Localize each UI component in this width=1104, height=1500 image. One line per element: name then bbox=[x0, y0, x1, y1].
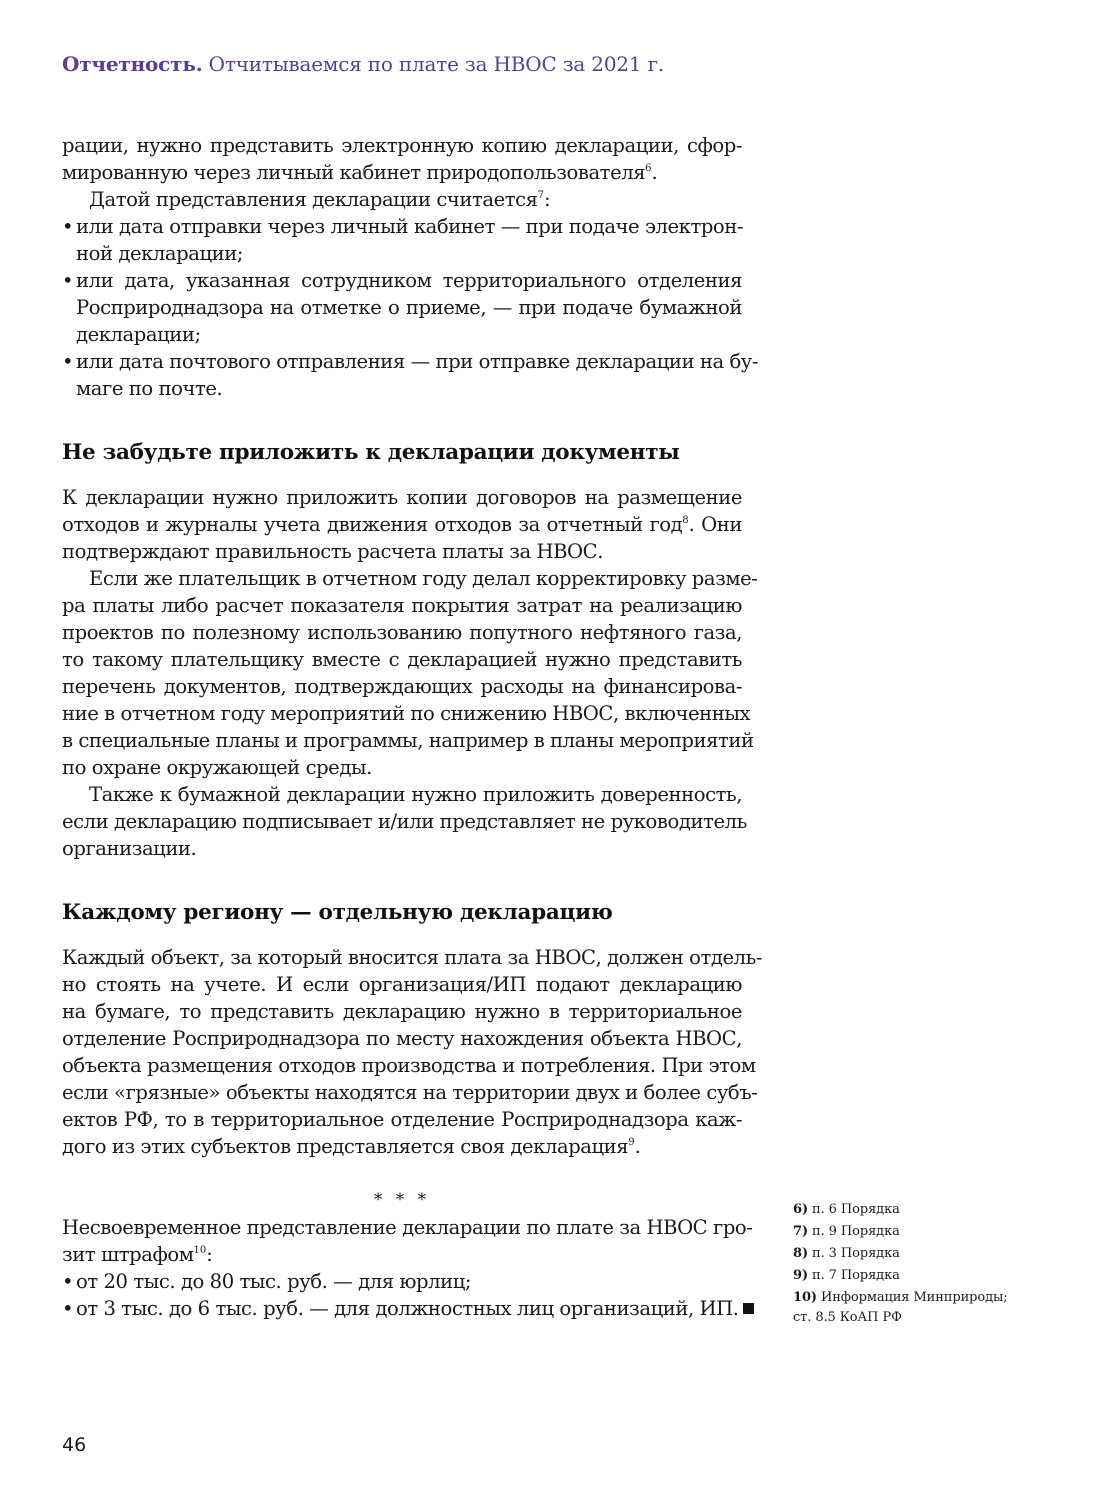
bullet-icon: • bbox=[62, 350, 74, 373]
footnote-text: Информация Минприроды; bbox=[821, 1290, 1008, 1305]
footnote-item bbox=[793, 1265, 1008, 1287]
bullet-line: Росприроднадзора на отметке о приеме, — при подаче бумажной bbox=[76, 296, 742, 319]
bullet-line: ной декларации; bbox=[76, 242, 243, 265]
bullet-text: или дата, указанная сотрудником территориального отделения bbox=[76, 269, 742, 292]
paragraph-text: зит штрафом bbox=[62, 1243, 194, 1266]
bullet-line bbox=[62, 267, 742, 294]
bullet-text: от 20 тыс. до 80 тыс. руб. — для юрлиц; bbox=[76, 1270, 472, 1293]
paragraph-line: перечень документов, подтверждающих расходы на финансирова- bbox=[62, 675, 742, 698]
paragraph-line: организации. bbox=[62, 837, 197, 860]
footnote-number: 7) bbox=[793, 1224, 808, 1239]
section-regions bbox=[62, 898, 742, 928]
running-head bbox=[62, 52, 664, 76]
paragraph-line: ра платы либо расчет показателя покрытия затрат на реализацию bbox=[62, 594, 742, 617]
footnote-ref[interactable]: 9 bbox=[628, 1137, 635, 1148]
paragraph-text: . Они bbox=[688, 513, 742, 536]
footnotes bbox=[793, 1199, 1008, 1327]
section-documents-body bbox=[62, 484, 758, 862]
bullet-text: или дата почтового отправления — при отправке декларации на бу- bbox=[76, 350, 759, 373]
paragraph-line: то такому плательщику вместе с декларацией нужно представить bbox=[62, 648, 742, 671]
footnote-text: п. 9 Порядка bbox=[812, 1224, 900, 1239]
bullet-line bbox=[62, 213, 742, 240]
paragraph-line: ектов РФ, то в территориальное отделение Росприроднадзора каж- bbox=[62, 1108, 742, 1131]
paragraph-text: . bbox=[634, 1135, 641, 1158]
footnote-item bbox=[793, 1287, 1008, 1327]
section-documents bbox=[62, 438, 742, 468]
bullet-icon: • bbox=[62, 1297, 74, 1320]
bullet-icon: • bbox=[62, 215, 74, 238]
paragraph-line: если декларацию подписывает и/или представляет не руководитель bbox=[62, 810, 747, 833]
paragraph-line bbox=[62, 1241, 742, 1268]
penalty-bullet bbox=[62, 1295, 742, 1322]
bullet-icon: • bbox=[62, 1270, 74, 1293]
paragraph-line: К декларации нужно приложить копии договоров на размещение bbox=[62, 486, 742, 509]
separator-stars: * * * bbox=[373, 1190, 431, 1210]
footnote-number: 10) bbox=[793, 1290, 817, 1305]
footnote-number: 8) bbox=[793, 1246, 808, 1261]
footnote-ref[interactable]: 7 bbox=[537, 190, 544, 201]
footnote-ref[interactable]: 10 bbox=[193, 1245, 207, 1256]
paragraph-text: : bbox=[206, 1243, 213, 1266]
paragraph-line: Несвоевременное представление декларации по плате за НВОС гро- bbox=[62, 1216, 753, 1239]
intro-line bbox=[62, 159, 742, 186]
intro-line bbox=[62, 186, 742, 213]
paragraph-line: объекта размещения отходов производства и потребления. При этом bbox=[62, 1054, 756, 1077]
paragraph-line: Если же плательщик в отчетном году делал корректировку разме- bbox=[89, 567, 758, 590]
bullet-line: декларации; bbox=[76, 323, 201, 346]
paragraph-text: отходов и журналы учета движения отходов за отчетный год bbox=[62, 513, 683, 536]
paragraph-line: подтверждают правильность расчета платы за НВОС. bbox=[62, 540, 603, 563]
section-heading: Каждому региону — отдельную декларацию bbox=[62, 900, 613, 925]
end-of-article-icon bbox=[743, 1303, 754, 1314]
footnote-text: п. 6 Порядка bbox=[812, 1202, 900, 1217]
paragraph-line: ние в отчетном году мероприятий по снижению НВОС, включенных bbox=[62, 702, 751, 725]
paragraph-line: по охране окружающей среды. bbox=[62, 756, 372, 779]
paragraph-line: на бумаге, то представить декларацию нужно в территориальное bbox=[62, 1000, 742, 1023]
intro-line: рации, нужно представить электронную копию декларации, сфор- bbox=[62, 134, 742, 157]
footnote-text-cont: ст. 8.5 КоАП РФ bbox=[793, 1310, 902, 1325]
paragraph-text: дого из этих субъектов представляется своя декларация bbox=[62, 1135, 629, 1158]
intro-text: Датой представления декларации считается bbox=[89, 188, 538, 211]
bullet-text: или дата отправки через личный кабинет — при подаче электрон- bbox=[76, 215, 744, 238]
paragraph-line: Каждый объект, за который вносится плата за НВОС, должен отдель- bbox=[62, 946, 763, 969]
paragraph-line: проектов по полезному использованию попутного нефтяного газа, bbox=[62, 621, 742, 644]
footnote-item bbox=[793, 1199, 1008, 1221]
penalty-block bbox=[62, 1187, 753, 1322]
bullet-line: маге по почте. bbox=[76, 377, 223, 400]
footnote-text: п. 3 Порядка bbox=[812, 1246, 900, 1261]
footnote-text: п. 7 Порядка bbox=[812, 1268, 900, 1283]
paragraph-line: если «грязные» объекты находятся на территории двух и более субъ- bbox=[62, 1081, 758, 1104]
bullet-icon: • bbox=[62, 269, 74, 292]
page-number: 46 bbox=[62, 1434, 87, 1456]
paragraph-line bbox=[62, 1133, 742, 1160]
footnote-item bbox=[793, 1243, 1008, 1265]
paragraph-line: в специальные планы и программы, например в планы мероприятий bbox=[62, 729, 754, 752]
bullet-line bbox=[62, 348, 759, 375]
intro-punct: : bbox=[543, 188, 551, 211]
section-heading: Не забудьте приложить к декларации документы bbox=[62, 440, 680, 465]
paragraph-line: но стоять на учете. И если организация/ИП подают декларацию bbox=[62, 973, 742, 996]
paragraph-line: Также к бумажной декларации нужно приложить доверенность, bbox=[89, 783, 742, 806]
footnote-number: 9) bbox=[793, 1268, 808, 1283]
footnote-number: 6) bbox=[793, 1202, 808, 1217]
intro-text: мированную через личный кабинет природопользователя bbox=[62, 161, 646, 184]
section-regions-body bbox=[62, 944, 763, 1160]
running-head-section: Отчетность. bbox=[62, 52, 203, 76]
footnote-item bbox=[793, 1221, 1008, 1243]
intro-block bbox=[62, 132, 759, 402]
date-bullet-list bbox=[62, 213, 759, 402]
paragraph-line: отделение Росприроднадзора по месту нахождения объекта НВОС, bbox=[62, 1027, 742, 1050]
footnote-ref[interactable]: 6 bbox=[645, 163, 652, 174]
penalty-bullet bbox=[62, 1268, 742, 1295]
intro-punct: . bbox=[651, 161, 658, 184]
footnote-ref[interactable]: 8 bbox=[682, 515, 689, 526]
paragraph-line bbox=[62, 511, 742, 538]
running-head-title: Отчитываемся по плате за НВОС за 2021 г. bbox=[208, 52, 665, 76]
bullet-text: от 3 тыс. до 6 тыс. руб. — для должностных лиц организаций, ИП. bbox=[76, 1297, 739, 1320]
